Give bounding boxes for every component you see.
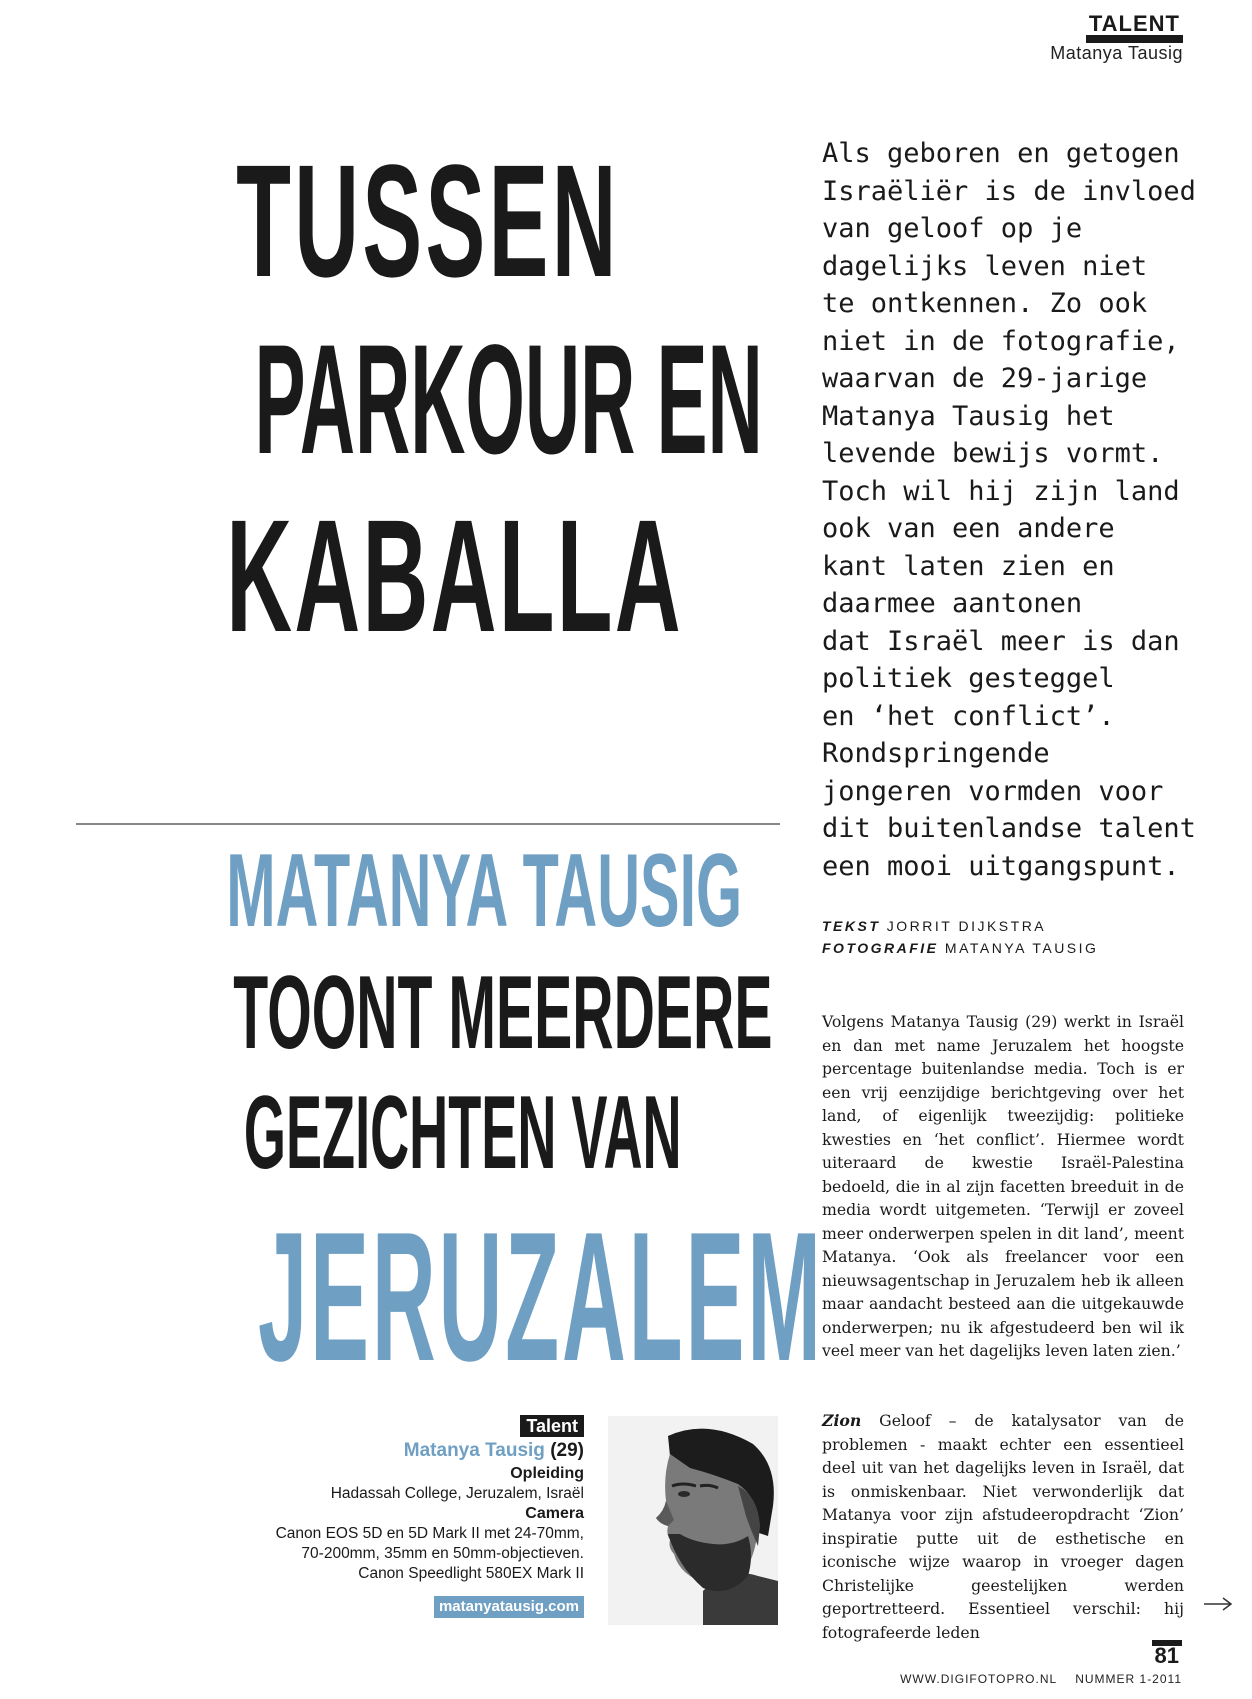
- camera-value: [204, 1524, 584, 1584]
- intro-line: te ontkennen. Zo ook: [822, 288, 1148, 319]
- headline-line-4: MATANYA TAUSIG: [226, 833, 743, 949]
- headline-divider: [76, 823, 780, 825]
- body-paragraph-1: Volgens Matanya Tausig (29) werkt in Israël en dan met name Jeruzalem het hoogste percentage buitenlandse media. Toch is er een vrij eenzijdige berichtgeving over het land, of eigenlijk tweezijdig: politieke kwesties en ‘het conflict’. Hiermee wordt uiteraard de kwestie Israël-Palestina bedoeld, die in al zijn facetten breeduit in de media wordt uitgemeten. ‘Terwijl er zoveel meer onderwerpen spelen in dit land’, meent Matanya. ‘Ook als freelancer voor een nieuwsagentschap in Jeruzalem heb ik alleen maar aandacht besteed aan die uitgekauwde onderwerpen; nu ik afgestudeerd ben wil ik veel meer van het dagelijks leven laten zien.’: [822, 1012, 1184, 1360]
- photo-credit: [822, 937, 1098, 959]
- headline-line-6: GEZICHTEN VAN: [243, 1075, 682, 1191]
- camera-label: Camera: [525, 1505, 584, 1522]
- intro-line: Matanya Tausig het: [822, 400, 1115, 432]
- intro-line: en ‘het conflict’.: [822, 700, 1115, 732]
- photo-credit-author: MATANYA TAUSIG: [944, 940, 1099, 956]
- camera-line: Canon EOS 5D en 5D Mark II met 24-70mm,: [275, 1525, 584, 1542]
- section-subject: Matanya Tausig: [1050, 43, 1183, 63]
- intro-line: niet in de fotografie,: [822, 325, 1180, 357]
- website-link[interactable]: matanyatausig.com: [434, 1596, 584, 1618]
- footer-site: WWW.DIGIFOTOPRO.NL: [900, 1672, 1058, 1686]
- info-tag: Talent: [520, 1415, 584, 1437]
- headline-line-1: TUSSEN: [236, 131, 620, 310]
- intro-line: waarvan de 29-jarige: [822, 363, 1148, 394]
- text-credit-author: JORRIT DIJKSTRA: [886, 918, 1047, 934]
- run-in-heading: Zion: [822, 1411, 862, 1430]
- arrow-right-icon[interactable]: [1203, 1596, 1233, 1612]
- intro-line: Israëliër is de invloed: [822, 175, 1196, 207]
- page-number: 81: [1152, 1640, 1182, 1666]
- camera-line: 70-200mm, 35mm en 50mm-objectieven.: [301, 1545, 584, 1562]
- headline-line-3: KABALLA: [226, 486, 683, 665]
- intro-line: van geloof op je: [822, 213, 1083, 244]
- intro-line: jongeren vormden voor: [822, 775, 1164, 807]
- portrait-photo: [608, 1416, 778, 1625]
- intro-line: Als geboren en getogen: [822, 138, 1180, 169]
- intro-line: politiek gesteggel: [822, 663, 1115, 694]
- intro-line: een mooi uitgangspunt.: [822, 850, 1180, 882]
- info-age: (29): [550, 1440, 584, 1461]
- info-name-text: Matanya Tausig: [403, 1440, 545, 1461]
- info-name: [204, 1438, 584, 1464]
- credits: [822, 915, 1098, 959]
- section-tag: TALENT: [1086, 13, 1183, 43]
- footer-issue: NUMMER 1-2011: [1075, 1672, 1182, 1686]
- intro-line: dit buitenlandse talent: [822, 813, 1196, 844]
- intro-line: ook van een andere: [822, 513, 1115, 544]
- headline-line-2: PARKOUR EN: [254, 313, 763, 487]
- portrait-illustration: [608, 1416, 778, 1625]
- body-paragraph-2: [822, 1409, 1184, 1644]
- intro-line: Toch wil hij zijn land: [822, 475, 1180, 507]
- talent-info-box: [204, 1415, 584, 1618]
- intro-line: daarmee aantonen: [822, 588, 1083, 619]
- footer: [900, 1672, 1182, 1686]
- intro-line: dagelijks leven niet: [822, 250, 1148, 282]
- education-label: Opleiding: [510, 1465, 584, 1482]
- headline-line-5: TOONT MEERDERE: [233, 955, 773, 1071]
- intro-line: Rondspringende: [822, 738, 1050, 769]
- education-value: Hadassah College, Jeruzalem, Israël: [330, 1485, 584, 1502]
- intro-line: dat Israël meer is dan: [822, 625, 1180, 657]
- text-credit: [822, 915, 1098, 937]
- text-credit-label: TEKST: [822, 918, 881, 934]
- intro-text: [822, 135, 1202, 885]
- headline-line-7: JERUZALEM: [258, 1193, 824, 1399]
- intro-line: levende bewijs vormt.: [822, 438, 1164, 469]
- body-paragraph-2-text: Geloof – de katalysator van de problemen - maakt echter een essentieel deel uit van het dagelijks leven in Israël, dat is onmiskenbaar. Niet verwonderlijk dat Matanya voor zijn afstudeeropdracht ‘Zion’ inspiratie putte uit de esthetische en iconische wijze waarop in vroeger dagen Christelijke geestelijken werden geportretteerd. Essentieel verschil: hij fotografeerde leden: [822, 1411, 1184, 1642]
- photo-credit-label: FOTOGRAFIE: [822, 940, 939, 956]
- camera-line: Canon Speedlight 580EX Mark II: [358, 1565, 584, 1582]
- intro-line: kant laten zien en: [822, 550, 1115, 582]
